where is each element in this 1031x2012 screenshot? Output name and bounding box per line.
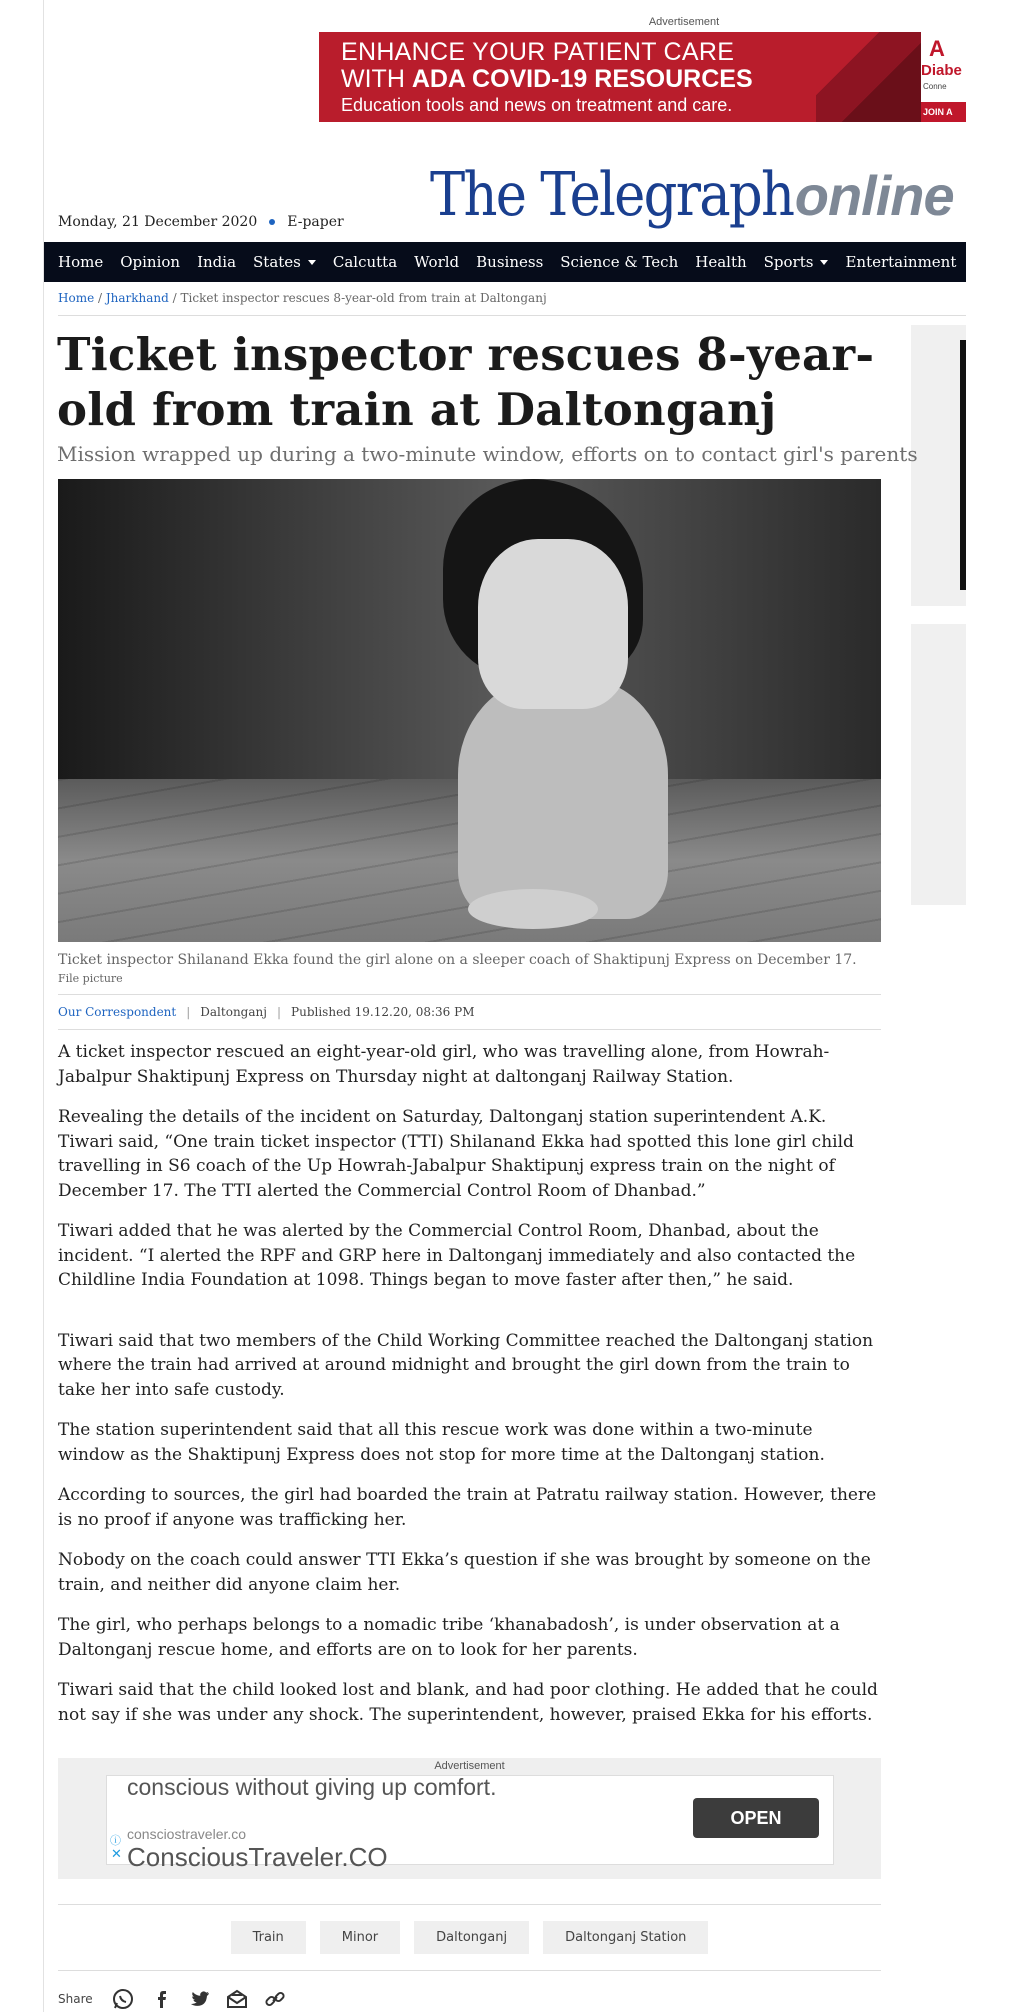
image-caption: Ticket inspector Shilanand Ekka found the girl alone on a sleeper coach of Shaktipunj Express on December 17. — [58, 952, 857, 968]
ad-label-mid: Advertisement — [434, 1760, 505, 1772]
nav-sports[interactable]: Sports — [764, 253, 829, 271]
whatsapp-icon[interactable] — [111, 1987, 135, 2011]
nav-science-tech[interactable]: Science & Tech — [560, 253, 679, 271]
tag-train[interactable]: Train — [231, 1921, 306, 1954]
sidebar-ad-slot-2 — [911, 624, 966, 905]
share-bar — [58, 1987, 287, 2011]
nav-culture[interactable]: Culture — [973, 253, 1031, 271]
ad-brand-panel — [921, 32, 966, 122]
adchoices-icon[interactable]: ⓘ — [110, 1835, 121, 1847]
logo-online: online — [794, 164, 954, 227]
divider — [58, 1904, 881, 1905]
dateline-location: Daltonganj — [200, 1005, 267, 1019]
published-timestamp: Published 19.12.20, 08:36 PM — [291, 1005, 475, 1019]
chevron-down-icon — [308, 260, 316, 265]
article-paragraph: The station superintendent said that all this rescue work was done within a two-minute window as the Shaktipunj Express does not stop for more time at the Daltonganj station. — [58, 1420, 825, 1465]
email-icon[interactable] — [225, 1987, 249, 2011]
article-hero-image[interactable] — [58, 479, 881, 942]
breadcrumb: Home / Jharkhand / Ticket inspector rescues 8-year-old from train at Daltonganj — [58, 291, 547, 305]
nav-opinion[interactable]: Opinion — [120, 253, 181, 271]
page-left-rule — [43, 0, 44, 2012]
bullet-icon — [269, 219, 275, 225]
top-advertisement-banner[interactable] — [319, 32, 966, 122]
ad-brand-logo-icon: A — [929, 36, 945, 61]
nav-entertainment[interactable]: Entertainment — [845, 253, 957, 271]
article-subheadline: Mission wrapped up during a two-minute window, efforts on to contact girl's parents — [57, 442, 918, 466]
facebook-icon[interactable] — [149, 1987, 173, 2011]
ad-decoration — [816, 32, 936, 122]
site-logo[interactable] — [430, 160, 954, 240]
article-body — [58, 1040, 883, 1743]
ad-domain: consciostraveler.co — [127, 1826, 247, 1842]
divider — [58, 1029, 881, 1030]
close-icon[interactable]: ✕ — [111, 1846, 122, 1861]
ad-headline-line1: ENHANCE YOUR PATIENT CARE — [341, 38, 735, 66]
nav-calcutta[interactable]: Calcutta — [332, 253, 398, 271]
chevron-down-icon — [820, 260, 828, 265]
divider — [58, 1970, 881, 1971]
ad-brand: ConsciousTraveler.CO — [127, 1842, 388, 1872]
divider — [58, 315, 966, 316]
main-navigation — [44, 242, 1031, 282]
tag-minor[interactable]: Minor — [320, 1921, 400, 1954]
breadcrumb-home[interactable]: Home — [58, 291, 95, 305]
inline-advertisement — [58, 1758, 881, 1879]
nav-health[interactable]: Health — [695, 253, 747, 271]
ad-headline-line2: WITH ADA COVID-19 RESOURCES — [341, 65, 753, 93]
article-paragraph: Tiwari said that the child looked lost and blank, and had poor clothing. He added that he could not say if she was under any shock. The superintendent, however, praised Ekka for his efforts. — [58, 1680, 878, 1725]
article-paragraph: Nobody on the coach could answer TTI Ekka’s question if she was brought by someone on the train, and neither did anyone claim her. — [58, 1550, 871, 1595]
tag-daltonganj[interactable]: Daltonganj — [414, 1921, 529, 1954]
breadcrumb-section[interactable]: Jharkhand — [105, 291, 169, 305]
ad-brand-sub: Conne — [923, 82, 947, 91]
article-byline: Our Correspondent | Daltonganj | Published 19.12.20, 08:36 PM — [58, 1005, 475, 1019]
inline-ad-creative[interactable] — [106, 1774, 834, 1872]
article-headline: Ticket inspector rescues 8-year-old from train at Daltonganj — [57, 328, 875, 436]
twitter-icon[interactable] — [187, 1987, 211, 2011]
breadcrumb-current: Ticket inspector rescues 8-year-old from train at Daltonganj — [180, 291, 547, 305]
ad-brand-name: Diabe — [921, 62, 962, 79]
ad-join-button: JOIN A — [921, 102, 966, 122]
article-paragraph: The girl, who perhaps belongs to a nomadic tribe ‘khanabadosh’, is under observation at a Daltonganj rescue home, and efforts are on to look for her parents. — [58, 1615, 840, 1660]
nav-world[interactable]: World — [414, 253, 460, 271]
article-paragraph: Tiwari added that he was alerted by the Commercial Control Room, Dhanbad, about the incident. “I alerted the RPF and GRP here in Daltonganj immediately and also contacted the Childline India Foundation at 1098. Things began to move faster after then,” he said. — [58, 1221, 856, 1290]
nav-india[interactable]: India — [197, 253, 237, 271]
nav-home[interactable]: Home — [58, 253, 104, 271]
article-tags — [58, 1921, 881, 1954]
share-label: Share — [58, 1992, 93, 2006]
link-icon[interactable] — [263, 1987, 287, 2011]
author-link[interactable]: Our Correspondent — [58, 1005, 177, 1019]
nav-states[interactable]: States — [253, 253, 316, 271]
tag-daltonganj-station[interactable]: Daltonganj Station — [543, 1921, 708, 1954]
divider — [58, 994, 881, 995]
article-paragraph: Revealing the details of the incident on Saturday, Daltonganj station superintendent A.K. Tiwari said, “One train ticket inspector (TTI) Shilanand Ekka had spotted this lone girl child travelling in S6 coach of the Up Howrah-Jabalpur Shaktipunj express train on the night of December 17. The TTI alerted the Commercial Control Room of Dhanbad.” — [58, 1107, 854, 1201]
current-date: Monday, 21 December 2020 — [58, 214, 258, 230]
ad-label-top: Advertisement — [648, 16, 720, 28]
article-paragraph: Tiwari said that two members of the Child Working Committee reached the Daltonganj station where the train had arrived at around midnight and brought the girl down from the train to take her into safe custody. — [58, 1330, 874, 1400]
article-paragraph: According to sources, the girl had boarded the train at Patratu railway station. However, there is no proof if anyone was trafficking her. — [58, 1485, 877, 1530]
article-paragraph: A ticket inspector rescued an eight-year-old girl, who was travelling alone, from Howrah-Jabalpur Shaktipunj Express on Thursday night at daltonganj Railway Station. — [58, 1042, 830, 1087]
image-credit: File picture — [58, 972, 123, 985]
sidebar-ad-slot — [911, 325, 966, 606]
dateline — [58, 214, 344, 230]
ad-tagline: Education tools and news on treatment and care. — [341, 95, 733, 115]
epaper-link[interactable]: E-paper — [287, 214, 344, 230]
logo-wordmark: The Telegraph — [430, 160, 794, 230]
nav-business[interactable]: Business — [476, 253, 544, 271]
sidebar-ad-content — [960, 340, 966, 590]
ad-copy: conscious without giving up comfort. — [127, 1774, 497, 1800]
ad-open-button[interactable]: OPEN — [693, 1798, 819, 1838]
